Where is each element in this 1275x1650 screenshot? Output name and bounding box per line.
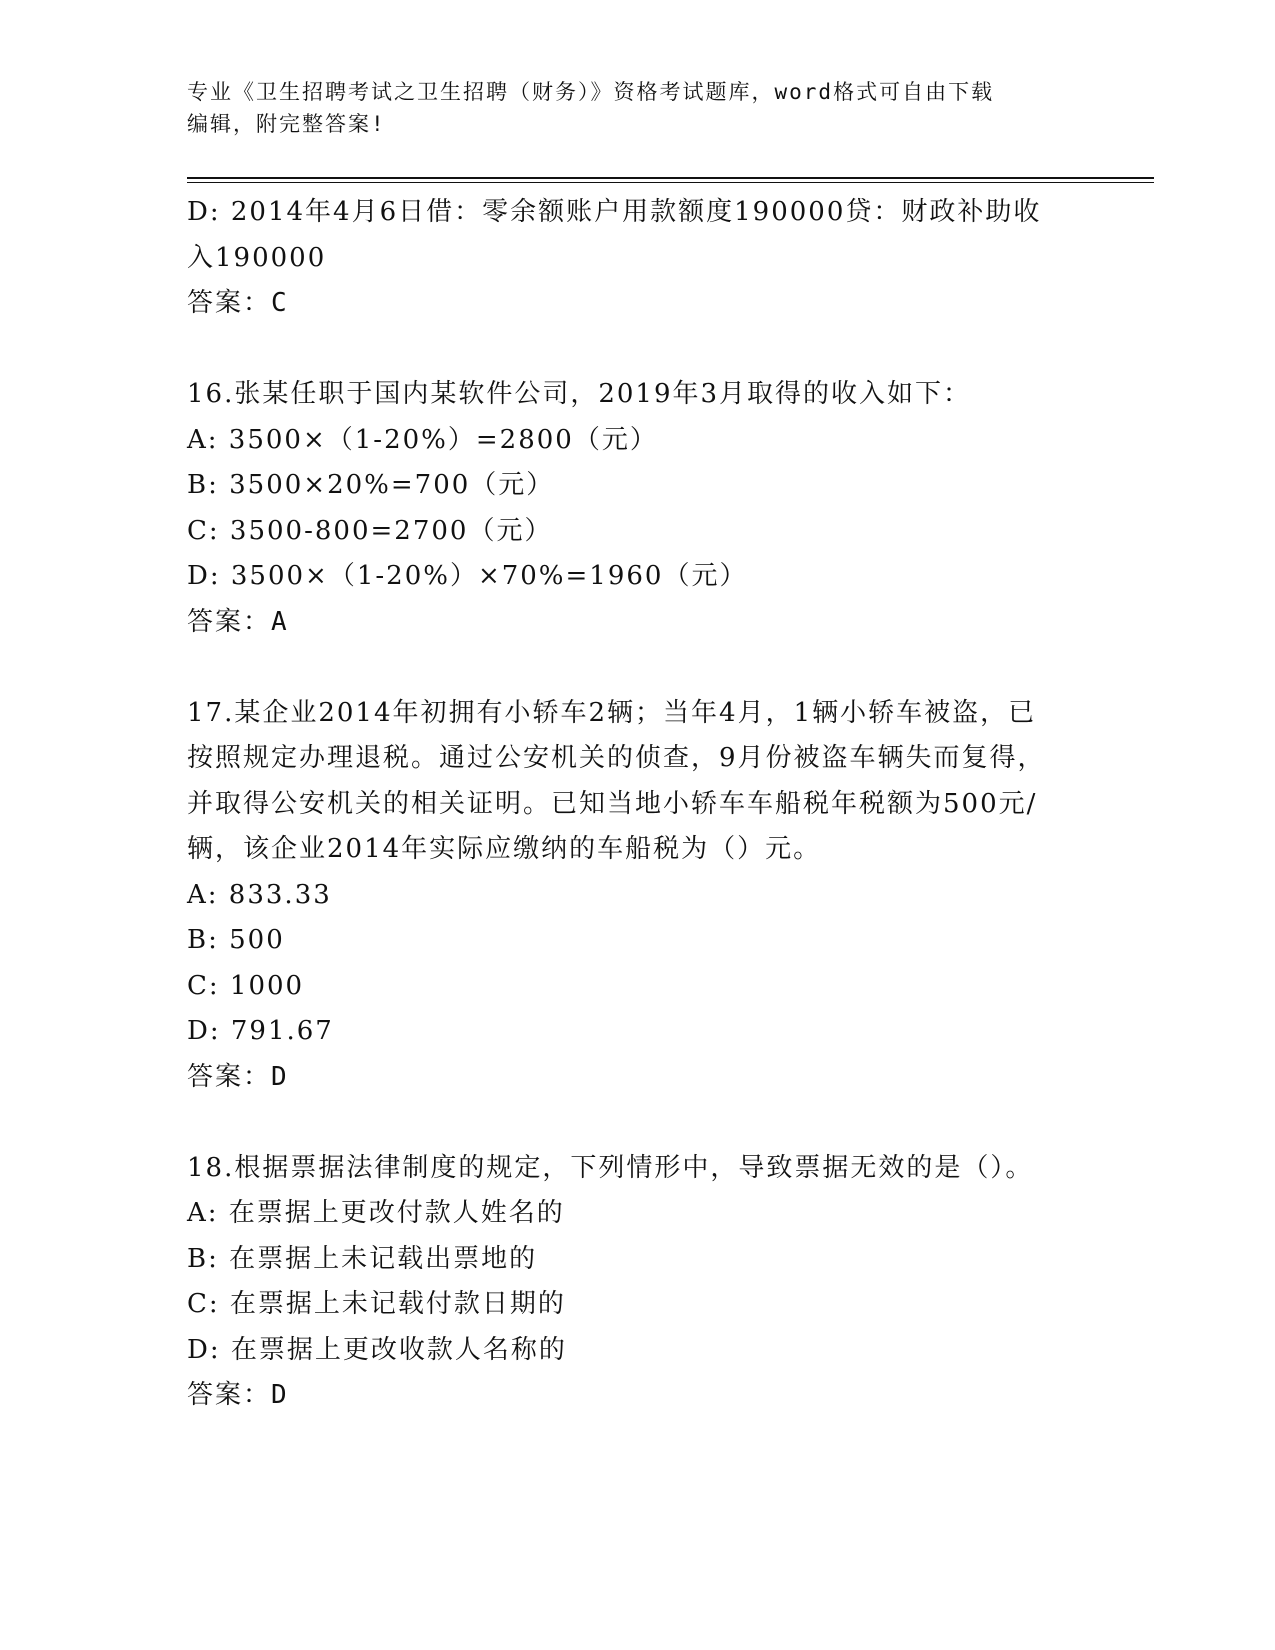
option-c: C: 3500-800=2700（元） bbox=[187, 515, 553, 546]
option-a: A: 833.33 bbox=[187, 879, 332, 910]
question-17 bbox=[187, 691, 1107, 1101]
question-18 bbox=[187, 1146, 1107, 1419]
answer-line: 答案：A bbox=[187, 606, 289, 637]
option-c: C: 在票据上未记载付款日期的 bbox=[187, 1289, 566, 1319]
question-list bbox=[187, 190, 1107, 1419]
option-a: A: 3500×（1-20%）=2800（元） bbox=[187, 424, 658, 455]
option-a: A: 在票据上更改付款人姓名的 bbox=[187, 1198, 565, 1228]
previous-question-tail bbox=[187, 190, 1107, 327]
option-b: B: 在票据上未记载出票地的 bbox=[187, 1243, 538, 1274]
question-stem-line-3: 并取得公安机关的相关证明。已知当地小轿车车船税年税额为500元/ bbox=[187, 788, 1038, 819]
option-d: D: 791.67 bbox=[187, 1016, 334, 1046]
header-line-1: 专业《卫生招聘考试之卫生招聘（财务）》资格考试题库，word格式可自由下载 bbox=[187, 80, 995, 104]
option-d-line-2: 入190000 bbox=[187, 242, 327, 273]
question-stem: 18.根据票据法律制度的规定，下列情形中，导致票据无效的是（）。 bbox=[187, 1152, 1034, 1183]
spacer bbox=[187, 327, 1107, 373]
spacer bbox=[187, 645, 1107, 691]
question-16 bbox=[187, 372, 1107, 645]
question-stem: 16.张某任职于国内某软件公司，2019年3月取得的收入如下： bbox=[187, 379, 972, 409]
spacer bbox=[187, 1100, 1107, 1146]
option-c: C: 1000 bbox=[187, 970, 305, 1001]
header-line-2: 编辑，附完整答案! bbox=[187, 112, 386, 136]
header-rule-thick bbox=[187, 177, 1154, 179]
header-rule-thin bbox=[187, 182, 1154, 183]
question-stem-line-1: 17.某企业2014年初拥有小轿车2辆；当年4月，1辆小轿车被盗，已 bbox=[187, 697, 1037, 728]
option-d: D: 在票据上更改收款人名称的 bbox=[187, 1334, 567, 1365]
answer-line: 答案：D bbox=[187, 1061, 289, 1092]
question-stem-line-4: 辆，该企业2014年实际应缴纳的车船税为（）元。 bbox=[187, 834, 822, 864]
option-b: B: 500 bbox=[187, 925, 285, 955]
option-d-line-1: D: 2014年4月6日借：零余额账户用款额度190000贷：财政补助收 bbox=[187, 197, 1042, 227]
answer-line: 答案：D bbox=[187, 1380, 289, 1410]
document-header bbox=[187, 76, 1087, 140]
answer-line: 答案：C bbox=[187, 288, 289, 318]
question-stem-line-2: 按照规定办理退税。通过公安机关的侦查，9月份被盗车辆失而复得， bbox=[187, 743, 1046, 773]
option-b: B: 3500×20%=700（元） bbox=[187, 470, 555, 500]
option-d: D: 3500×（1-20%）×70%=1960（元） bbox=[187, 561, 748, 591]
